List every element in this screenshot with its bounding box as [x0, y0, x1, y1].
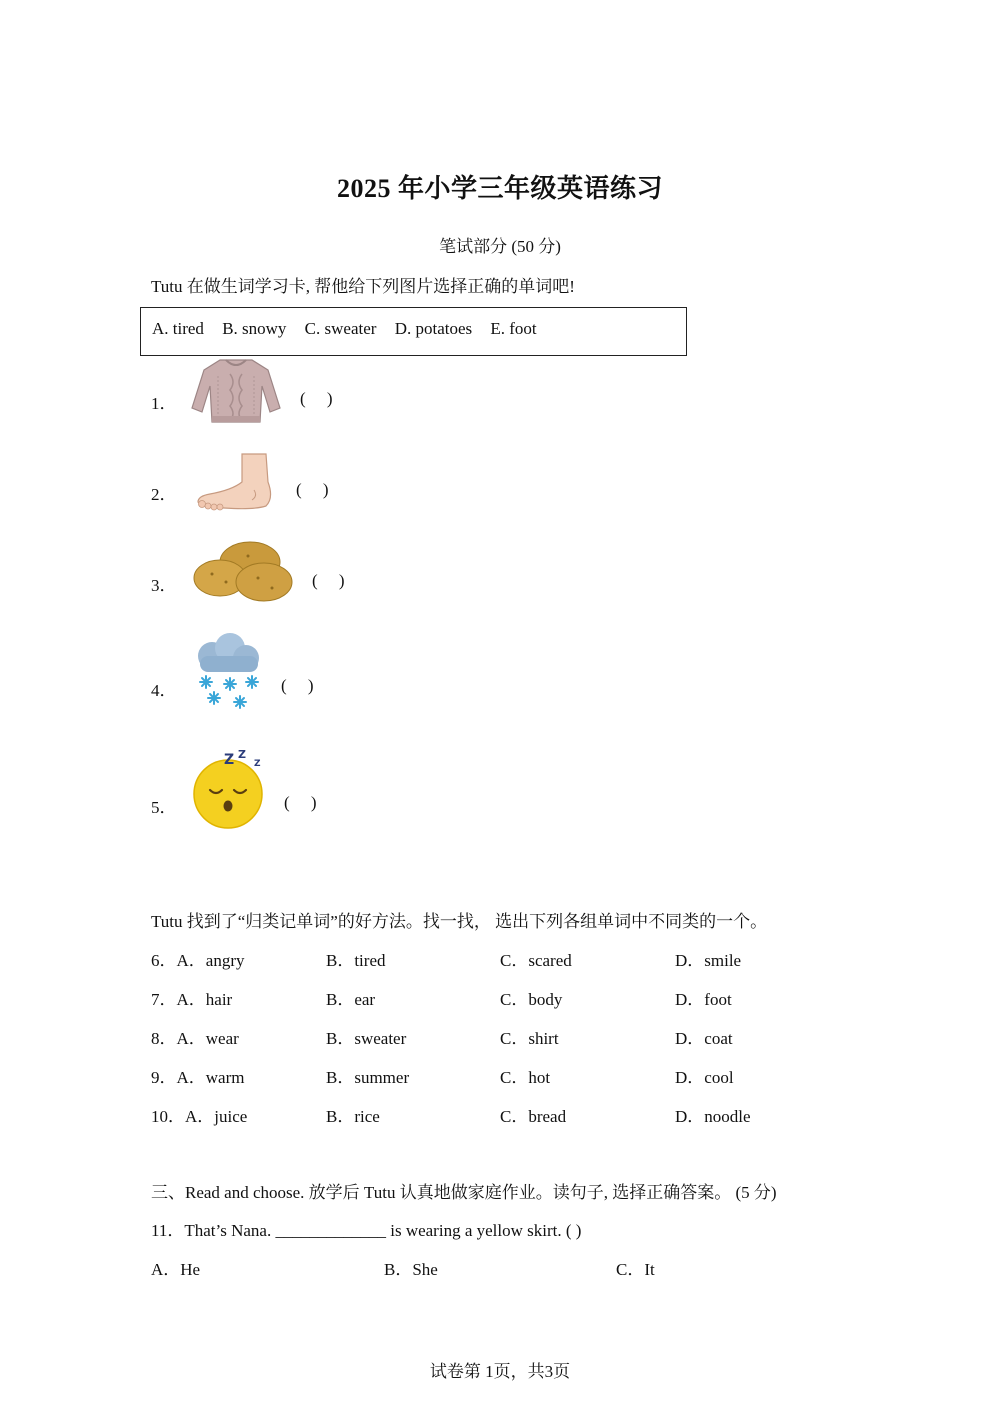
page-subtitle: 笔试部分 (50 分) — [439, 237, 561, 256]
item-5-answer-blank[interactable]: ( ) — [284, 793, 317, 812]
question-7-option-b[interactable]: B．ear — [326, 990, 376, 1009]
section2-instruction: Tutu 找到了“归类记单词”的好方法。找一找， 选出下列各组单词中不同类的一个。 — [151, 912, 768, 931]
question-10-option-c[interactable]: C．bread — [500, 1107, 567, 1126]
svg-text:Z: Z — [224, 752, 235, 768]
snowy-cloud-picture — [192, 632, 264, 712]
question-9-option-a[interactable]: 9．A．warm — [151, 1068, 245, 1087]
word-option-b: B. snowy — [222, 319, 287, 338]
question-8-option-a[interactable]: 8．A．wear — [151, 1029, 239, 1048]
item-1-number: 1． — [151, 394, 177, 413]
item-3-answer-blank[interactable]: ( ) — [312, 571, 345, 590]
item-4-number: 4． — [151, 681, 177, 700]
svg-text:Z: Z — [238, 748, 246, 761]
question-9-option-d[interactable]: D．cool — [675, 1068, 734, 1087]
question-8-option-b[interactable]: B．sweater — [326, 1029, 407, 1048]
question-6-option-c[interactable]: C．scared — [500, 951, 572, 970]
word-bank-box — [140, 307, 687, 356]
question-6-option-d[interactable]: D．smile — [675, 951, 742, 970]
question-6-option-b[interactable]: B．tired — [326, 951, 386, 970]
item-2-number: 2． — [151, 485, 177, 504]
foot-picture — [194, 452, 276, 512]
word-bank — [152, 319, 551, 339]
question-6-option-a[interactable]: 6．A．angry — [151, 951, 245, 970]
sleepy-face-picture — [190, 748, 268, 830]
item-1-answer-blank[interactable]: ( ) — [300, 389, 333, 408]
question-7-option-a[interactable]: 7．A．hair — [151, 990, 233, 1009]
question-9-option-b[interactable]: B．summer — [326, 1068, 410, 1087]
section3-instruction: 三、Read and choose. 放学后 Tutu 认真地做家庭作业。读句子, 选择正确答案。 (5 分) — [151, 1183, 777, 1202]
question-11-option-c[interactable]: C．It — [616, 1260, 655, 1279]
word-option-c: C. sweater — [304, 319, 377, 338]
question-9-option-c[interactable]: C．hot — [500, 1068, 551, 1087]
potatoes-picture — [192, 540, 296, 604]
question-7-option-d[interactable]: D．foot — [675, 990, 732, 1009]
word-option-e: E. foot — [490, 319, 537, 338]
question-10-option-a[interactable]: 10．A．juice — [151, 1107, 248, 1126]
sweater-picture — [190, 356, 282, 426]
section1-instruction: Tutu 在做生词学习卡, 帮他给下列图片选择正确的单词吧! — [151, 277, 575, 296]
question-11-option-a[interactable]: A．He — [151, 1260, 201, 1279]
word-option-d: D. potatoes — [394, 319, 473, 338]
question-7-option-c[interactable]: C．body — [500, 990, 563, 1009]
question-10-option-b[interactable]: B．rice — [326, 1107, 380, 1126]
page-footer: 试卷第 1页，共3页 — [429, 1362, 571, 1381]
page-title: 2025 年小学三年级英语练习 — [336, 174, 663, 203]
word-option-a: A. tired — [152, 319, 204, 338]
item-2-answer-blank[interactable]: ( ) — [296, 480, 329, 499]
question-11-text: 11．That’s Nana. _____________ is wearing a yellow skirt. ( ) — [151, 1221, 582, 1240]
item-5-number: 5． — [151, 798, 177, 817]
question-11-option-b[interactable]: B．She — [384, 1260, 438, 1279]
item-4-answer-blank[interactable]: ( ) — [281, 676, 314, 695]
question-8-option-c[interactable]: C．shirt — [500, 1029, 559, 1048]
question-10-option-d[interactable]: D．noodle — [675, 1107, 751, 1126]
svg-text:Z: Z — [254, 759, 261, 769]
question-8-option-d[interactable]: D．coat — [675, 1029, 733, 1048]
item-3-number: 3． — [151, 576, 177, 595]
